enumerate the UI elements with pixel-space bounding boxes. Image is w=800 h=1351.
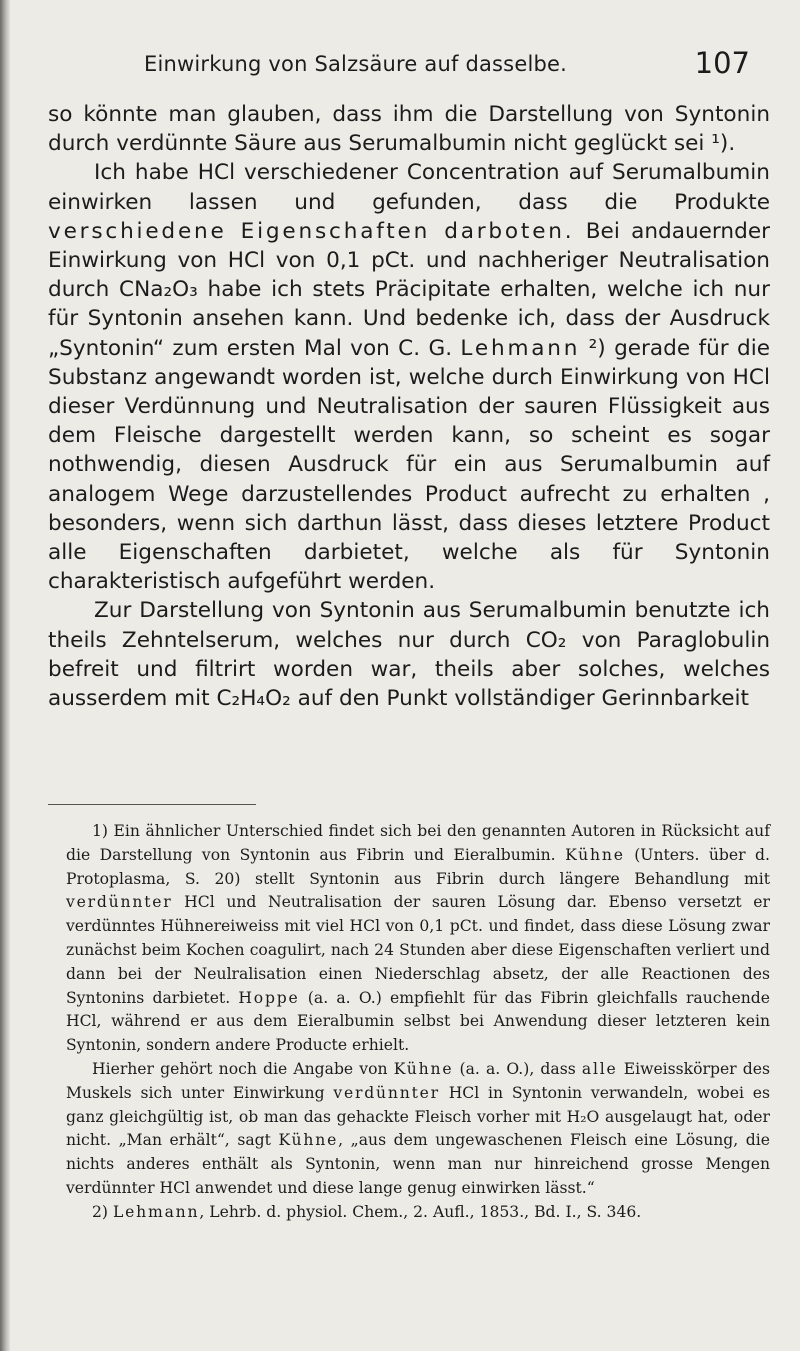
author-hoppe: Hoppe <box>238 988 300 1007</box>
footnote-2-text-c: , Lehrb. d. physiol. Chem., 2. Aufl., 1853., Bd. I., S. 346. <box>199 1202 642 1221</box>
footnote-1b-text-a: Hierher gehört noch die Angabe von <box>92 1059 394 1078</box>
footnote-1-text-e: HCl und Neutralisation der sauren Lösung dar. Ebenso versetzt er verdünntes Hühnereiweiss mit viel HCl von 0,1 pCt. und findet, dass diese Lösung zwar zunächst beim Kochen coagulirt, nach 24 Stunden aber diese Eigenschaften verliert und dann bei der Neulralisation einen Niederschlag absetz, der alle Reactionen des Syntonins darbietet. <box>66 893 770 1007</box>
footnote-1-continued <box>66 1058 770 1201</box>
page-header <box>144 46 750 92</box>
footnote-1b-text-g: HCl in Syntonin verwandeln, wobei es ganz gleichgültig ist, ob man das gehackte Fleisch vorher mit H₂O ausgelaugt hat, oder nicht. „Man erhält“, sagt <box>66 1083 771 1150</box>
footnote-1-text-a: 1) Ein ähnlicher Unterschied findet sich bei den genannten Autoren in Rücksicht auf die Darstellung von Syntonin aus Fibrin und Eieralbumin. <box>66 822 770 864</box>
page-number: 107 <box>694 46 750 80</box>
paragraph-1 <box>48 100 770 158</box>
running-title: Einwirkung von Salzsäure auf dasselbe. <box>144 52 568 76</box>
footnote-rule <box>48 804 256 805</box>
footnote-1b-emphasis-alle: alle <box>581 1059 618 1078</box>
author-kuehne: Kühne <box>393 1059 454 1078</box>
paragraph-1-text: so könnte man glauben, dass ihm die Darstellung von Syntonin durch verdünnte Säure aus Serumalbumin nicht geglückt sei ¹). <box>48 102 770 157</box>
footnote-1-text-g: (a. a. O.) empfiehlt für das Fibrin gleichfalls rauchende HCl, während er aus dem Eieralbumin selbst bei Anwendung dieser letzteren kein Syntonin, sondern andere Producte erhielt. <box>66 988 770 1055</box>
paragraph-3 <box>48 596 770 713</box>
footnote-2 <box>66 1201 770 1225</box>
paragraph-2-text-a: Ich habe HCl verschiedener Concentration auf Serumalbumin einwirken lassen und gefunden, dass die Produkte <box>48 160 770 215</box>
paragraph-2-emphasis: verschiedene Eigenschaften darboten. <box>48 218 575 244</box>
footnote-1b-emphasis-verduennter: verdünnter <box>333 1083 440 1102</box>
footnote-1b-text-e: Eiweisskörper des Muskels sich unter Einwirkung <box>66 1059 770 1102</box>
author-kuehne: Kühne <box>565 845 625 864</box>
paragraph-2 <box>48 158 770 596</box>
footnote-1 <box>66 820 770 1058</box>
footnote-1-text-c: (Unters. über d. Protoplasma, S. 20) stellt Syntonin aus Fibrin durch längere Behandlung mit <box>66 845 770 888</box>
paragraph-3-text: Zur Darstellung von Syntonin aus Serumalbumin benutzte ich theils Zehntelserum, welches nur durch CO₂ von Paraglobulin befreit und filtrirt worden war, theils aber solches, welches ausserdem mit C₂H₄O₂ auf den Punkt vollständiger Gerinnbarkeit <box>48 598 770 712</box>
footnote-1-emphasis: verdünnter <box>66 893 173 912</box>
footnotes <box>66 820 770 1225</box>
author-lehmann: Lehmann <box>460 335 581 361</box>
paragraph-2-text-e: ²) gerade für die Substanz angewandt worden ist, welche durch Einwirkung von HCl dieser Verdünnung und Neutralisation der sauren Flüssigkeit aus dem Fleische dargestellt werden kann, so scheint es sogar nothwendig, diesen Ausdruck für ein aus Serumalbumin auf analogem Wege darzustellendes Product aufrecht zu erhalten , besonders, wenn sich darthun lässt, dass dieses letztere Product alle Eigenschaften darbietet, welche als für Syntonin charakteristisch aufgeführt werden. <box>48 335 771 595</box>
author-kuehne: Kühne <box>278 1131 339 1150</box>
main-text <box>48 100 770 713</box>
page-gutter-shadow <box>0 0 10 1351</box>
paragraph-2-text-c: Bei andauernder Einwirkung von HCl von 0,1 pCt. und nachheriger Neutralisation durch CNa₂O₃ habe ich stets Präcipitate erhalten, welche ich nur für Syntonin ansehen kann. Und bedenke ich, dass der Ausdruck „Syntonin“ zum ersten Mal von C. G. <box>48 218 770 361</box>
author-lehmann: Lehmann <box>112 1202 200 1221</box>
footnote-2-marker: 2) <box>92 1202 113 1221</box>
footnote-1b-text-i: , „aus dem ungewaschenen Fleisch eine Lösung, die nichts anderes enthält als Syntonin, wenn man nur hinreichend grosse Mengen verdünnter HCl anwendet und diese lange genug einwirken lässt.“ <box>66 1131 771 1197</box>
footnote-1b-text-c: (a. a. O.), dass <box>453 1059 582 1078</box>
